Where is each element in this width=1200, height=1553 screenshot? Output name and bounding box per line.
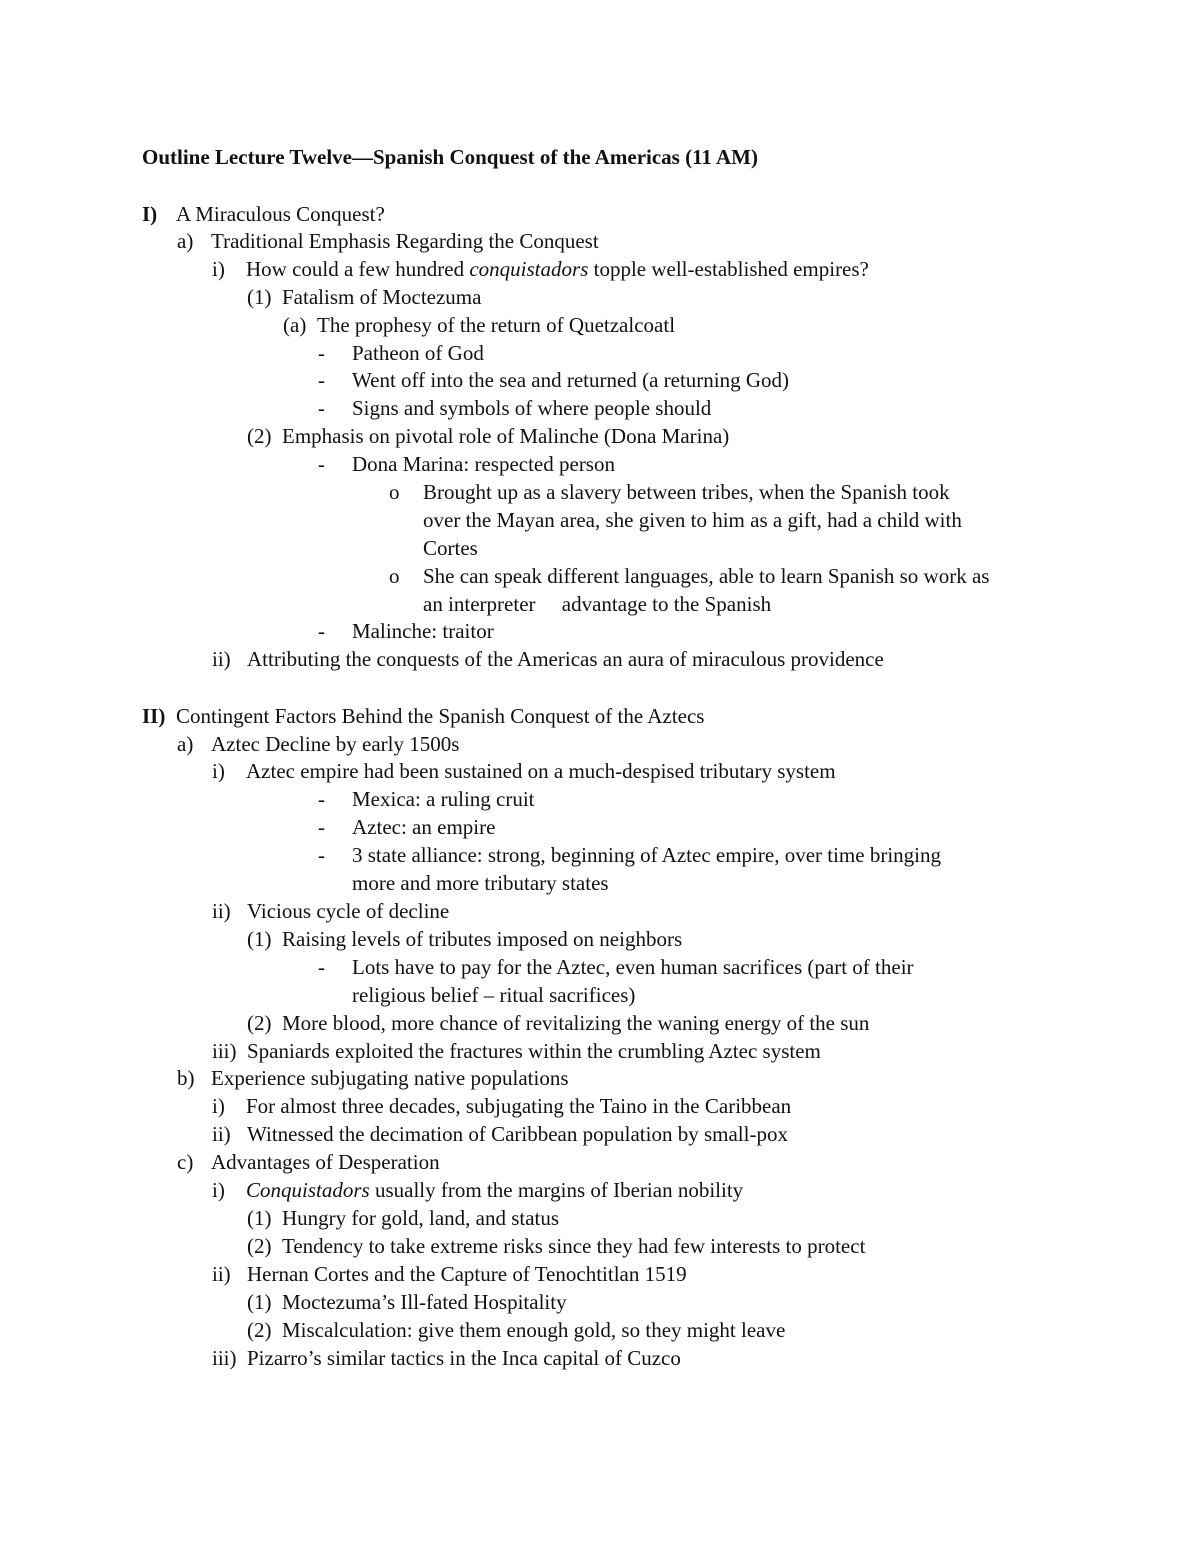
outline-marker: c) bbox=[177, 1150, 194, 1174]
outline-text: Raising levels of tributes imposed on neighbors bbox=[282, 927, 683, 951]
outline-marker: (1) bbox=[247, 285, 272, 309]
outline-text: Tendency to take extreme risks since they had few interests to protect bbox=[282, 1234, 866, 1258]
outline-text: religious belief – ritual sacrifices) bbox=[352, 983, 636, 1007]
outline-text: Pizarro’s similar tactics in the Inca capital of Cuzco bbox=[247, 1346, 681, 1370]
outline-marker: o bbox=[389, 480, 400, 504]
outline-text: Vicious cycle of decline bbox=[247, 899, 450, 923]
outline-marker: II) bbox=[142, 704, 166, 728]
outline-text: Experience subjugating native populations bbox=[211, 1066, 569, 1090]
outline-text: more and more tributary states bbox=[352, 871, 609, 895]
outline-text: Signs and symbols of where people should bbox=[352, 396, 712, 420]
outline-text: Lots have to pay for the Aztec, even human sacrifices (part of their bbox=[352, 955, 914, 979]
outline-marker: ii) bbox=[212, 1122, 231, 1146]
outline-marker: - bbox=[318, 815, 325, 839]
outline-marker: - bbox=[318, 341, 325, 365]
outline-marker: - bbox=[318, 368, 325, 392]
outline-text: Witnessed the decimation of Caribbean population by small-pox bbox=[247, 1122, 788, 1146]
outline-text: Miscalculation: give them enough gold, so they might leave bbox=[282, 1318, 786, 1342]
outline-marker: (1) bbox=[247, 1290, 272, 1314]
outline-text: Advantages of Desperation bbox=[211, 1150, 440, 1174]
outline-marker: (2) bbox=[247, 1234, 272, 1258]
outline-marker: - bbox=[318, 955, 325, 979]
outline-marker: ii) bbox=[212, 899, 231, 923]
outline-marker: - bbox=[318, 452, 325, 476]
outline-marker: (2) bbox=[247, 1011, 272, 1035]
outline-text: Emphasis on pivotal role of Malinche (Dona Marina) bbox=[282, 424, 730, 448]
outline-text: Malinche: traitor bbox=[352, 619, 494, 643]
outline-text: Fatalism of Moctezuma bbox=[282, 285, 482, 309]
outline-marker: (2) bbox=[247, 1318, 272, 1342]
outline-marker: I) bbox=[142, 202, 158, 226]
outline-marker: ii) bbox=[212, 647, 231, 671]
outline-marker: b) bbox=[177, 1066, 195, 1090]
outline-marker: a) bbox=[177, 732, 194, 756]
outline-text: Hungry for gold, land, and status bbox=[282, 1206, 560, 1230]
outline-marker: (a) bbox=[283, 313, 307, 337]
outline-marker: - bbox=[318, 843, 325, 867]
outline-marker: (1) bbox=[247, 1206, 272, 1230]
outline-text: Aztec empire had been sustained on a much-despised tributary system bbox=[246, 759, 836, 783]
document-title: Outline Lecture Twelve—Spanish Conquest of the Americas (11 AM) bbox=[142, 145, 758, 169]
outline-text: She can speak different languages, able to learn Spanish so work as bbox=[423, 564, 990, 588]
outline-text: Traditional Emphasis Regarding the Conquest bbox=[211, 229, 599, 253]
outline-marker: ii) bbox=[212, 1262, 231, 1286]
outline-text: Contingent Factors Behind the Spanish Conquest of the Aztecs bbox=[176, 704, 705, 728]
outline-marker: a) bbox=[177, 229, 194, 253]
outline-text: 3 state alliance: strong, beginning of Aztec empire, over time bringing bbox=[352, 843, 941, 867]
outline-text: over the Mayan area, she given to him as a gift, had a child with bbox=[423, 508, 962, 532]
outline-text: Mexica: a ruling cruit bbox=[352, 787, 535, 811]
outline-text: More blood, more chance of revitalizing the waning energy of the sun bbox=[282, 1011, 870, 1035]
outline-marker: (1) bbox=[247, 927, 272, 951]
outline-text: Patheon of God bbox=[352, 341, 484, 365]
outline-text: Brought up as a slavery between tribes, when the Spanish took bbox=[423, 480, 950, 504]
outline-text: Aztec: an empire bbox=[352, 815, 496, 839]
outline-marker: i) bbox=[212, 1178, 225, 1202]
outline-text: Aztec Decline by early 1500s bbox=[211, 732, 460, 756]
outline-marker: i) bbox=[212, 1094, 225, 1118]
outline-text: Hernan Cortes and the Capture of Tenochtitlan 1519 bbox=[247, 1262, 687, 1286]
outline-text: Moctezuma’s Ill-fated Hospitality bbox=[282, 1290, 567, 1314]
outline-text: Went off into the sea and returned (a returning God) bbox=[352, 368, 790, 392]
outline-text: Dona Marina: respected person bbox=[352, 452, 615, 476]
outline-text: The prophesy of the return of Quetzalcoatl bbox=[317, 313, 676, 337]
outline-marker: - bbox=[318, 619, 325, 643]
outline-marker: iii) bbox=[212, 1346, 237, 1370]
outline-text: Spaniards exploited the fractures within the crumbling Aztec system bbox=[247, 1039, 821, 1063]
outline-text: A Miraculous Conquest? bbox=[176, 202, 385, 226]
outline-marker: - bbox=[318, 787, 325, 811]
outline-text: Attributing the conquests of the Americas an aura of miraculous providence bbox=[247, 647, 884, 671]
outline-marker: - bbox=[318, 396, 325, 420]
outline-marker: o bbox=[389, 564, 400, 588]
outline-marker: (2) bbox=[247, 424, 272, 448]
outline-text: an interpreter advantage to the Spanish bbox=[423, 592, 772, 616]
outline-marker: iii) bbox=[212, 1039, 237, 1063]
outline-text: How could a few hundred conquistadors topple well-established empires? bbox=[246, 257, 869, 281]
outline-text: Cortes bbox=[423, 536, 478, 560]
outline-text: Conquistadors usually from the margins of Iberian nobility bbox=[246, 1178, 744, 1202]
outline-text: For almost three decades, subjugating the Taino in the Caribbean bbox=[246, 1094, 792, 1118]
outline-marker: i) bbox=[212, 759, 225, 783]
outline-marker: i) bbox=[212, 257, 225, 281]
